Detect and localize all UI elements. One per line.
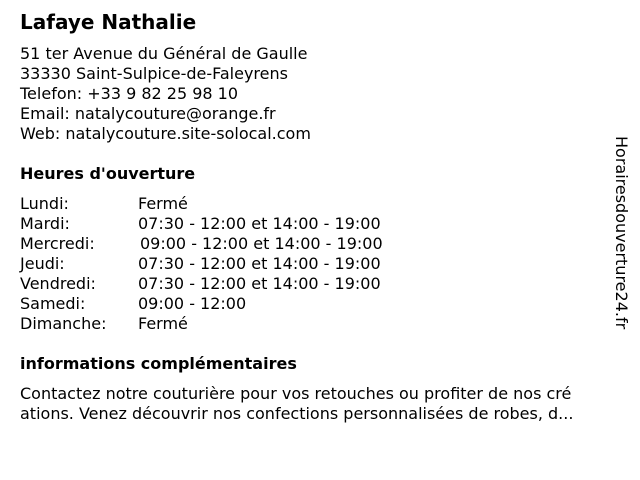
hours-row-tuesday <box>20 214 440 234</box>
web-text: Web: natalycouture.site-solocal.com <box>20 124 311 143</box>
phone-text: Telefon: +33 9 82 25 98 10 <box>20 84 239 103</box>
time-value: 07:30 - 12:00 et 14:00 - 19:00 <box>138 274 381 293</box>
info-line-2: ations. Venez découvrir nos confections personnalisées de robes, d... <box>20 404 574 423</box>
address-line-2: 33330 Saint-Sulpice-de-Faleyrens <box>20 64 288 83</box>
info-text <box>20 384 624 424</box>
day-label: Mardi: <box>20 214 70 233</box>
hours-row-wednesday <box>20 234 440 254</box>
hours-heading: Heures d'ouverture <box>20 164 196 183</box>
day-label: Mercredi: <box>20 234 95 253</box>
time-value: Fermé <box>138 194 188 213</box>
hours-table <box>20 194 440 334</box>
email-text: Email: natalycouture@orange.fr <box>20 104 276 123</box>
business-name: Lafaye Nathalie <box>20 10 197 34</box>
info-line-1: Contactez notre couturière pour vos retouches ou profiter de nos cré <box>20 384 572 403</box>
hours-row-sunday <box>20 314 440 334</box>
hours-row-thursday <box>20 254 440 274</box>
contact-block <box>20 44 311 144</box>
info-heading: informations complémentaires <box>20 354 297 373</box>
time-value: 09:00 - 12:00 et 14:00 - 19:00 <box>140 234 383 253</box>
site-watermark: Horairesdouverture24.fr <box>612 136 631 330</box>
hours-row-saturday <box>20 294 440 314</box>
time-value: 07:30 - 12:00 et 14:00 - 19:00 <box>138 254 381 273</box>
time-value: Fermé <box>138 314 188 333</box>
time-value: 07:30 - 12:00 et 14:00 - 19:00 <box>138 214 381 233</box>
day-label: Samedi: <box>20 294 86 313</box>
day-label: Lundi: <box>20 194 69 213</box>
day-label: Jeudi: <box>20 254 65 273</box>
day-label: Dimanche: <box>20 314 107 333</box>
time-value: 09:00 - 12:00 <box>138 294 247 313</box>
hours-row-friday <box>20 274 440 294</box>
hours-row-monday <box>20 194 440 214</box>
address-line-1: 51 ter Avenue du Général de Gaulle <box>20 44 308 63</box>
day-label: Vendredi: <box>20 274 96 293</box>
